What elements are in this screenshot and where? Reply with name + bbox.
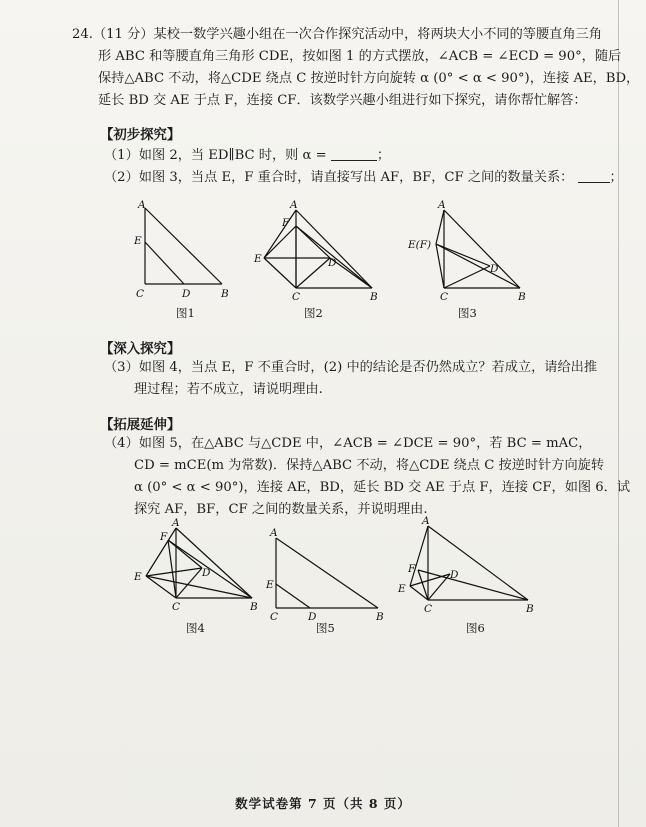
fig1-label-b: B (221, 288, 229, 300)
question-line-1: 24.（11 分）某校一数学兴趣小组在一次合作探究活动中，将两块大小不同的等腰直角三角 (72, 27, 602, 42)
section-deep-heading: 【深入探究】 (100, 341, 181, 357)
fig1-label-a: A (138, 199, 146, 211)
fig3-label-a: A (438, 199, 446, 211)
part-1-end: ； (376, 148, 391, 163)
figure-1-diagram (128, 200, 238, 300)
part-2 (104, 167, 623, 189)
fig1-label-c: C (136, 288, 145, 300)
fig6-label-a: A (422, 515, 430, 527)
page-edge-line (618, 0, 619, 827)
part-1-answer-blank[interactable] (331, 146, 377, 161)
part-4-line-2: CD = mCE(m 为常数)．保持△ABC 不动，将△CDE 绕点 C 按逆时针方向旋转 (134, 458, 605, 473)
fig4-label-b: B (250, 601, 258, 613)
fig4-label-e: E (134, 571, 142, 583)
figure-4-diagram (128, 514, 268, 614)
figure-2-diagram (254, 199, 384, 303)
section-extend-heading: 【拓展延伸】 (100, 417, 181, 433)
figure-1-caption: 图1 (176, 306, 195, 320)
figure-6-caption: 图6 (466, 621, 485, 635)
page-footer: 数学试卷第 7 页（共 8 页） (235, 796, 411, 811)
figure-3-diagram (408, 199, 538, 303)
fig5-label-b: B (376, 611, 384, 623)
figure-3 (408, 200, 538, 304)
part-1-text: （1）如图 2，当 ED∥BC 时，则 α = (104, 148, 327, 163)
question-line-3: 保持△ABC 不动，将△CDE 绕点 C 按逆时针方向旋转 α (0° < α < 90°)，连接 AE，BD， (98, 71, 640, 86)
section-initial-heading: 【初步探究】 (100, 127, 181, 143)
fig4-label-c: C (172, 601, 181, 613)
fig1-label-e: E (134, 235, 142, 247)
part-1 (104, 145, 390, 167)
fig5-label-d: D (308, 611, 317, 623)
fig1-label-d: D (182, 288, 191, 300)
fig6-label-e: E (398, 583, 406, 595)
part-3-line-1: （3）如图 4，当点 E，F 不重合时，(2) 中的结论是否仍然成立？若成立，请给出推 (104, 360, 598, 375)
fig2-label-a: A (290, 199, 298, 211)
fig2-label-f: F (282, 217, 290, 229)
fig3-label-ef: E(F) (408, 239, 432, 251)
figure-6-diagram (398, 516, 538, 616)
figure-3-caption: 图3 (458, 306, 477, 320)
part-4-line-4: 探究 AF，BF，CF 之间的数量关系，并说明理由. (134, 502, 428, 517)
fig3-label-d: D (490, 263, 499, 275)
part-3-line-2: 理过程；若不成立，请说明理由. (134, 382, 323, 397)
fig6-label-f: F (408, 563, 416, 575)
question-line-4: 延长 BD 交 AE 于点 F，连接 CF．该数学兴趣小组进行如下探究，请你帮忙解答： (98, 93, 587, 108)
fig3-label-b: B (518, 291, 526, 303)
fig5-label-c: C (270, 611, 279, 623)
fig4-label-a: A (172, 517, 180, 529)
part-4-line-1: （4）如图 5，在△ABC 与△CDE 中，∠ACB = ∠DCE = 90°，若 BC = mAC， (104, 436, 592, 451)
figure-1 (128, 200, 238, 304)
figure-5 (262, 524, 392, 628)
fig5-label-e: E (266, 579, 274, 591)
fig6-label-b: B (526, 603, 534, 615)
fig4-label-f: F (160, 531, 168, 543)
figure-5-caption: 图5 (316, 621, 335, 635)
fig2-label-c: C (292, 291, 301, 303)
fig5-label-a: A (270, 527, 278, 539)
fig2-label-b: B (370, 291, 378, 303)
fig3-label-c: C (440, 291, 449, 303)
fig6-label-d: D (450, 569, 459, 581)
fig2-label-e: E (254, 253, 262, 265)
part-2-answer-blank[interactable] (578, 168, 610, 183)
part-4-line-3: α (0° < α < 90°)，连接 AE，BD，延长 BD 交 AE 于点 F，连接 CF，如图 6．试 (134, 480, 631, 495)
figure-5-diagram (262, 524, 392, 624)
fig4-label-d: D (202, 567, 211, 579)
question-line-2: 形 ABC 和等腰直角三角形 CDE，按如图 1 的方式摆放，∠ACB = ∠ECD = 90°，随后 (98, 49, 622, 64)
figure-4 (128, 514, 268, 618)
part-2-end: ； (609, 170, 623, 185)
figure-2-caption: 图2 (304, 306, 323, 320)
part-2-text: （2）如图 3，当点 E，F 重合时，请直接写出 AF，BF，CF 之间的数量关系： (104, 170, 574, 185)
figure-4-caption: 图4 (186, 621, 205, 635)
fig2-label-d: D (328, 257, 337, 269)
figure-2 (254, 200, 384, 304)
fig6-label-c: C (424, 603, 433, 615)
figure-6 (398, 516, 538, 620)
